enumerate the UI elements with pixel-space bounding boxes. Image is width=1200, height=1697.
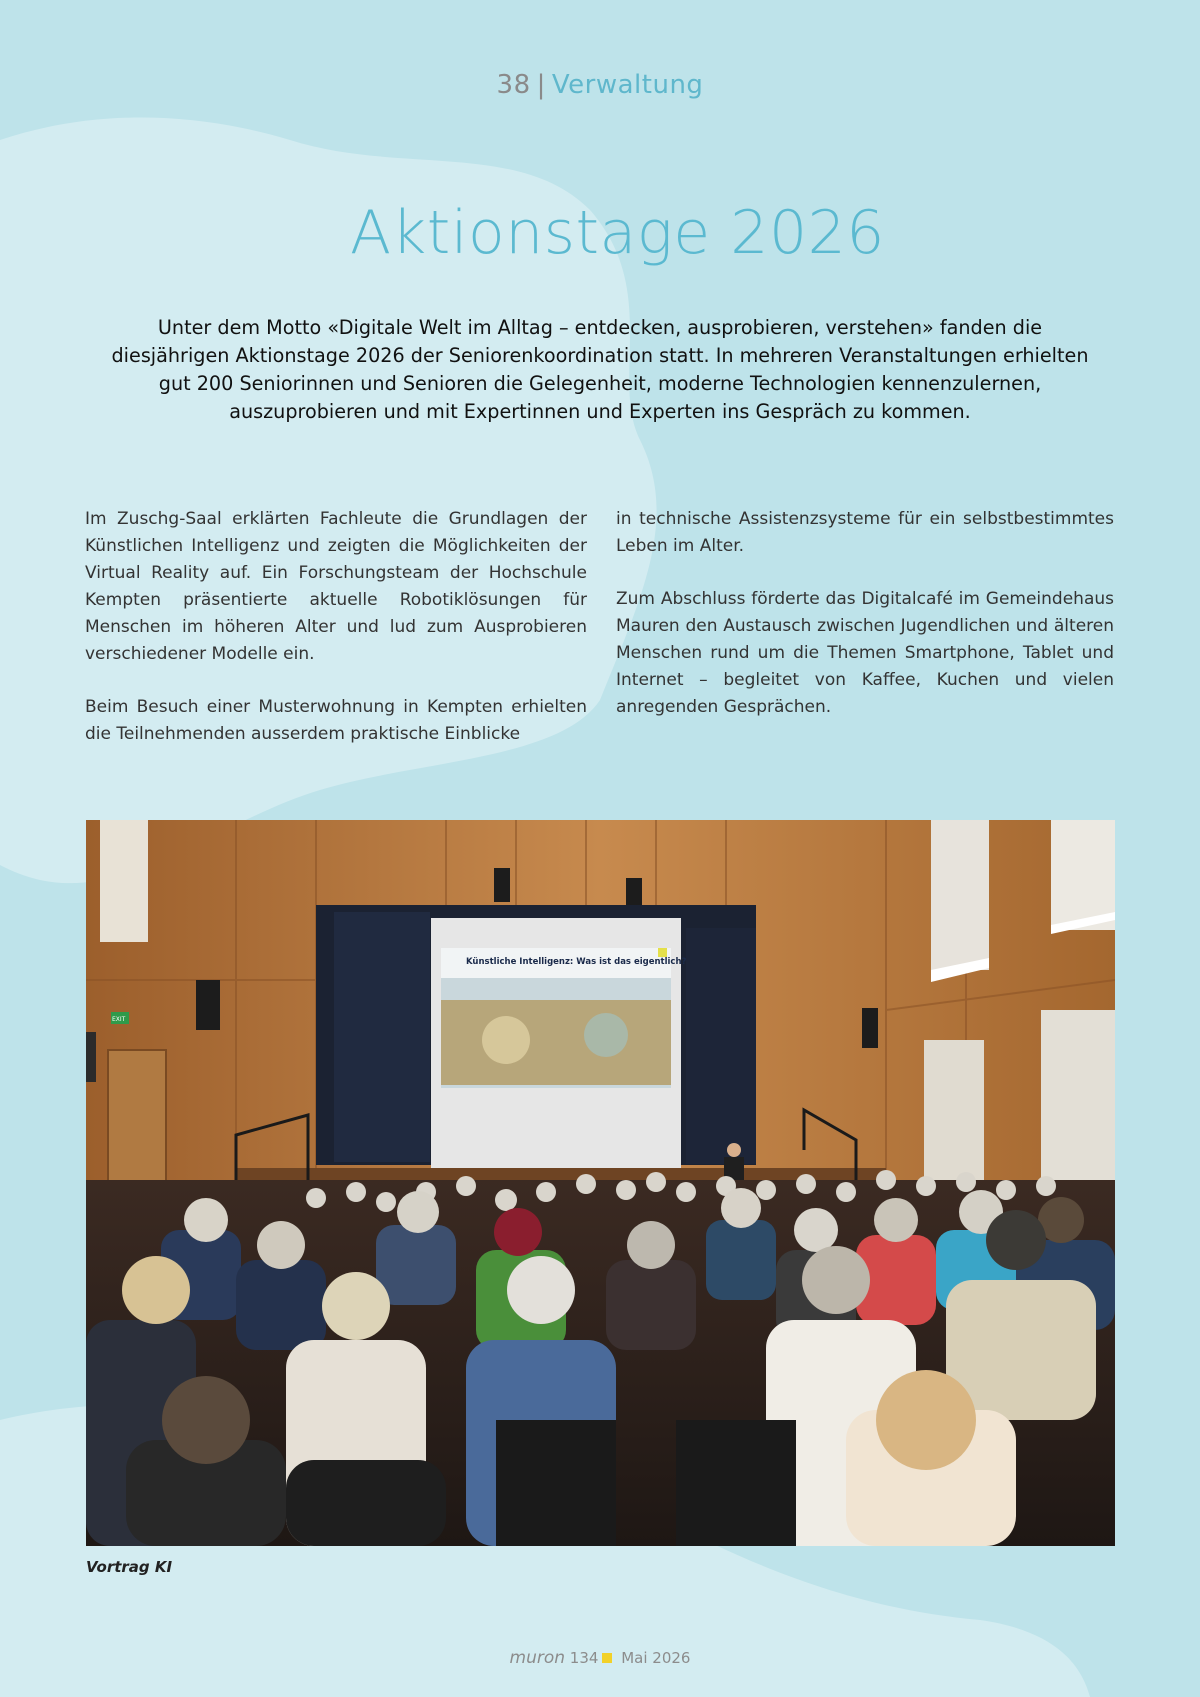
page-footer bbox=[0, 1648, 1200, 1668]
page-header bbox=[0, 70, 1200, 100]
footer-square-icon bbox=[602, 1653, 612, 1663]
footer-date: Mai 2026 bbox=[621, 1649, 691, 1667]
screen-slide-title: Künstliche Intelligenz: Was ist das eigentlich? bbox=[466, 957, 687, 967]
footer-brand: muron bbox=[509, 1648, 566, 1668]
footer-issue: 134 bbox=[569, 1649, 599, 1667]
event-photo bbox=[86, 820, 1115, 1546]
article-lead: Unter dem Motto «Digitale Welt im Alltag – entdecken, ausprobieren, verstehen» fanden die diesjährigen Aktionstage 2026 der Seniorenkoordination statt. In mehreren Veranstaltungen erhielten gut 200 Seniorinnen und Senioren die Gelegenheit, moderne Technologien kennenzulernen, auszuprobieren und mit Expertinnen und Experten ins Gespräch zu kommen. bbox=[111, 316, 1089, 423]
exit-sign-text: EXIT bbox=[112, 1016, 126, 1023]
body-column-right bbox=[616, 506, 1114, 747]
page-number: 38 bbox=[496, 70, 531, 100]
body-paragraph: Beim Besuch einer Musterwohnung in Kempten erhielten die Teilnehmenden ausserdem praktische Einblicke bbox=[85, 697, 587, 744]
body-paragraph: Zum Abschluss förderte das Digitalcafé im Gemeindehaus Mauren den Austausch zwischen Jugendlichen und älteren Menschen rund um die Themen Smartphone, Tablet und Internet – begleitet von Kaffee, Kuchen und vielen anregenden Gesprächen. bbox=[616, 589, 1114, 717]
section-name: Verwaltung bbox=[551, 70, 704, 100]
photo-caption: Vortrag KI bbox=[86, 1558, 173, 1576]
article-title: Aktionstage 2026 bbox=[350, 198, 885, 268]
body-paragraph: in technische Assistenzsysteme für ein selbstbestimmtes Leben im Alter. bbox=[616, 509, 1114, 556]
header-separator: | bbox=[536, 70, 546, 100]
body-paragraph: Im Zuschg-Saal erklärten Fachleute die Grundlagen der Künstlichen Intelligenz und zeigten die Möglichkeiten der Virtual Reality auf. Ein Forschungsteam der Hochschule Kempten präsentierte aktuelle Robotiklösungen für Menschen im höheren Alter und lud zum Ausprobieren verschiedener Modelle ein. bbox=[85, 509, 587, 664]
body-column-left bbox=[85, 506, 587, 774]
